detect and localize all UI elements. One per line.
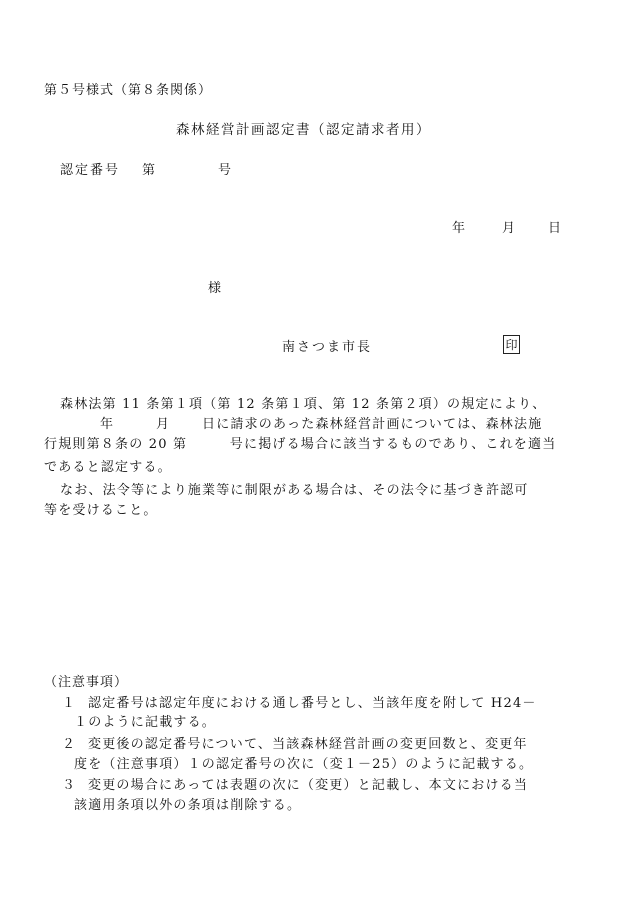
note-2-number: ２ [62, 737, 77, 752]
certification-number-dai: 第 [142, 163, 158, 178]
note-1-text: 認定番号は認定年度における通し番号とし、当該年度を附して H24－ [88, 696, 537, 711]
note-3-text: 変更の場合にあっては表題の次に（変更）と記載し、本文における当 [88, 778, 529, 793]
note-3-line-1 [62, 779, 528, 792]
document-title: 森林経営計画認定書（認定請求者用） [176, 122, 431, 138]
body-month-label: 月 [156, 417, 171, 432]
note-2-line-1 [62, 738, 528, 751]
body-line-2 [44, 418, 584, 434]
seal-mark: 印 [503, 335, 520, 354]
note-1-line-1 [62, 697, 537, 710]
issuer-name: 南さつま市長 [282, 340, 373, 355]
note-1-line-2: １のように記載する。 [74, 715, 217, 730]
body-line-3: 行規則第８条の 20 第 号に掲げる場合に該当するものであり、これを適当 [44, 437, 557, 452]
note-2-text: 変更後の認定番号について、当該森林経営計画の変更回数と、変更年 [88, 737, 528, 752]
form-number: 第５号様式（第８条関係） [44, 83, 213, 98]
certification-number-go: 号 [218, 163, 234, 178]
note-3-number: ３ [62, 778, 77, 793]
note-1-number: １ [62, 696, 77, 711]
note-3-line-2: 該適用条項以外の条項は削除する。 [74, 798, 302, 813]
recipient-honorific: 様 [208, 281, 223, 296]
notes-heading: （注意事項） [44, 675, 129, 690]
body-line-6: 等を受けること。 [44, 503, 158, 518]
body-line-5: なお、法令等により施業等に制限がある場合は、その法令に基づき許認可 [60, 483, 529, 498]
body-line-4: であると認定する。 [44, 460, 172, 475]
date-year-label: 年 [452, 221, 467, 236]
body-year-label: 年 [100, 417, 115, 432]
certification-number-row [60, 163, 234, 178]
body-line-1: 森林法第 11 条第１項（第 12 条第１項、第 12 条第２項）の規定により、 [60, 397, 547, 412]
body-line-2-text: 日に請求のあった森林経営計画については、森林法施 [202, 417, 543, 432]
issue-date [452, 222, 582, 238]
certification-number-label: 認定番号 [60, 163, 121, 178]
date-day-label: 日 [548, 221, 563, 236]
date-month-label: 月 [502, 221, 517, 236]
note-2-line-2: 度を（注意事項）１の認定番号の次に（変１－25）のように記載する。 [74, 757, 534, 772]
